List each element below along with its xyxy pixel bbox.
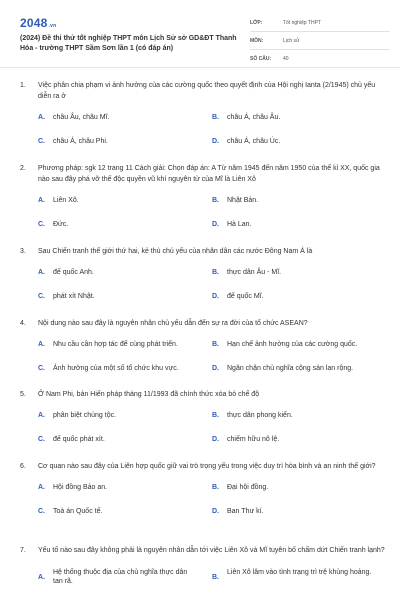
option-text: đế quốc Mĩ. — [227, 293, 264, 300]
site-logo[interactable] — [20, 16, 56, 30]
question-body: Ở Nam Phi, bản Hiến pháp tháng 11/1993 đã chính thức xóa bỏ chế độ — [38, 391, 260, 398]
question-number: 2. — [20, 165, 26, 172]
option-letter: A. — [38, 412, 45, 419]
option-text: Đại hội đồng. — [227, 484, 269, 491]
option-letter: B. — [212, 197, 219, 204]
question-text — [20, 461, 390, 472]
option-letter: A. — [38, 114, 45, 121]
meta-key: LỚP: — [250, 19, 263, 26]
option-letter: B. — [212, 412, 219, 419]
exam-meta — [250, 14, 390, 68]
options — [20, 480, 390, 522]
question-number: 3. — [20, 248, 26, 255]
option-letter: B. — [212, 341, 219, 348]
option-text: Liên Xô lâm vào tình trạng trì trệ khủng hoảng. — [227, 569, 372, 576]
question-5 — [20, 389, 390, 450]
logo-domain: .vn — [48, 23, 57, 29]
option-letter: D. — [212, 508, 219, 515]
option-letter: C. — [38, 436, 45, 443]
question-number: 6. — [20, 463, 26, 470]
option-letter: D. — [212, 365, 219, 372]
options — [20, 564, 390, 590]
question-body: Nội dung nào sau đây là nguyên nhân chủ yếu dẫn đến sự ra đời của tổ chức ASEAN? — [38, 320, 308, 327]
question-body: Yếu tố nào sau đây không phải là nguyên nhân dẫn tới việc Liên Xô và Mĩ tuyên bố chấm dứt Chiến tranh lạnh? — [38, 547, 385, 554]
option-text: Ngăn chặn chủ nghĩa cộng sản lan rộng. — [227, 365, 354, 372]
option-text: Nhu cầu cần hợp tác để cùng phát triển. — [53, 341, 178, 348]
option-text: châu Á, châu Âu. — [227, 114, 281, 121]
question-body: Việc phân chia phạm vi ảnh hưởng của các cường quốc theo quyết định của Hội nghị Ianta (2/1945) chủ yếu diễn ra ở — [38, 82, 376, 100]
meta-key: SỐ CÂU: — [250, 55, 272, 62]
option-text: thực dân phong kiến. — [227, 412, 293, 419]
question-number: 7. — [20, 547, 26, 554]
option-text: Hà Lan. — [227, 221, 252, 228]
options — [20, 193, 390, 235]
question-text — [20, 318, 390, 329]
option-text: Hạn chế ảnh hưởng của các cường quốc. — [227, 341, 358, 348]
header-divider — [0, 67, 400, 68]
meta-value: Lịch sử — [283, 37, 300, 44]
question-body: Phương pháp: sgk 12 trang 11 Cách giải: Chọn đáp án: A Từ năm 1945 đến năm 1950 của thế kỉ XX, quốc gia nào sau đây phá vỡ thế độc quyền vũ khí nguyên tử của Mĩ là Liên Xô — [38, 165, 380, 183]
option-text: châu Á, châu Phi. — [53, 138, 108, 145]
option-text: châu Á, châu Úc. — [227, 138, 281, 145]
option-letter: D. — [212, 221, 219, 228]
option-letter: C. — [38, 508, 45, 515]
meta-value: 40 — [283, 55, 289, 62]
option-letter: A. — [38, 341, 45, 348]
option-text: châu Âu, châu Mĩ. — [53, 114, 110, 121]
option-letter: B. — [212, 574, 219, 581]
question-2 — [20, 163, 390, 235]
option-text: Liên Xô. — [53, 197, 79, 204]
question-6 — [20, 461, 390, 522]
question-number: 4. — [20, 320, 26, 327]
option-letter: D. — [212, 293, 219, 300]
meta-row-subject — [250, 32, 390, 50]
question-text — [20, 246, 390, 257]
option-letter: B. — [212, 114, 219, 121]
option-text: Ban Thư kí. — [227, 508, 264, 515]
question-body: Cơ quan nào sau đây của Liên hợp quốc giữ vai trò trọng yếu trong việc duy trì hòa bình và an ninh thế giới? — [38, 463, 376, 470]
meta-row-class — [250, 14, 390, 32]
question-text — [20, 389, 390, 400]
option-text: phát xít Nhật. — [53, 293, 95, 300]
option-text: chiếm hữu nô lệ. — [227, 436, 280, 443]
option-text: thực dân Âu - Mĩ. — [227, 269, 282, 276]
question-1 — [20, 80, 390, 152]
options — [20, 110, 390, 152]
option-letter: A. — [38, 484, 45, 491]
option-text: Hội đồng Bảo an. — [53, 484, 108, 491]
meta-key: MÔN: — [250, 37, 264, 44]
option-letter: C. — [38, 365, 45, 372]
options — [20, 265, 390, 307]
options — [20, 408, 390, 450]
exam-title: (2024) Đề thi thử tốt nghiệp THPT môn Lịch Sử sở GD&ĐT Thanh Hóa - trường THPT Sầm Sơn lần 1 (có đáp án) — [20, 35, 237, 52]
option-letter: D. — [212, 436, 219, 443]
option-letter: A. — [38, 574, 45, 581]
option-text: Nhật Bản. — [227, 197, 259, 204]
options — [20, 337, 390, 379]
option-letter: A. — [38, 269, 45, 276]
option-text: Hệ thống thuộc địa của chủ nghĩa thực dân tan rã. — [53, 569, 188, 585]
question-number: 1. — [20, 82, 26, 89]
option-text: Ảnh hưởng của một số tổ chức khu vực. — [53, 365, 179, 372]
option-letter: B. — [212, 269, 219, 276]
option-letter: C. — [38, 221, 45, 228]
option-letter: C. — [38, 138, 45, 145]
question-text — [20, 163, 390, 185]
option-letter: C. — [38, 293, 45, 300]
option-letter: B. — [212, 484, 219, 491]
option-text: Toà án Quốc tế. — [53, 508, 103, 515]
meta-row-count — [250, 50, 390, 68]
question-text — [20, 80, 390, 102]
logo-text: 2048 — [20, 16, 48, 30]
exam-header — [0, 0, 400, 60]
meta-value: Tốt nghiệp THPT — [283, 19, 321, 26]
question-number: 5. — [20, 391, 26, 398]
option-letter: A. — [38, 197, 45, 204]
question-body: Sau Chiến tranh thế giới thứ hai, kẻ thù chủ yếu của nhân dân các nước Đông Nam Á là — [38, 248, 313, 255]
question-4 — [20, 318, 390, 379]
question-7 — [20, 545, 390, 590]
option-text: Đức. — [53, 221, 69, 228]
question-text — [20, 545, 390, 556]
option-text: phân biệt chủng tộc. — [53, 412, 117, 419]
question-3 — [20, 246, 390, 307]
option-text: đế quốc phát xít. — [53, 436, 105, 443]
option-text: đế quốc Anh. — [53, 269, 94, 276]
option-letter: D. — [212, 138, 219, 145]
